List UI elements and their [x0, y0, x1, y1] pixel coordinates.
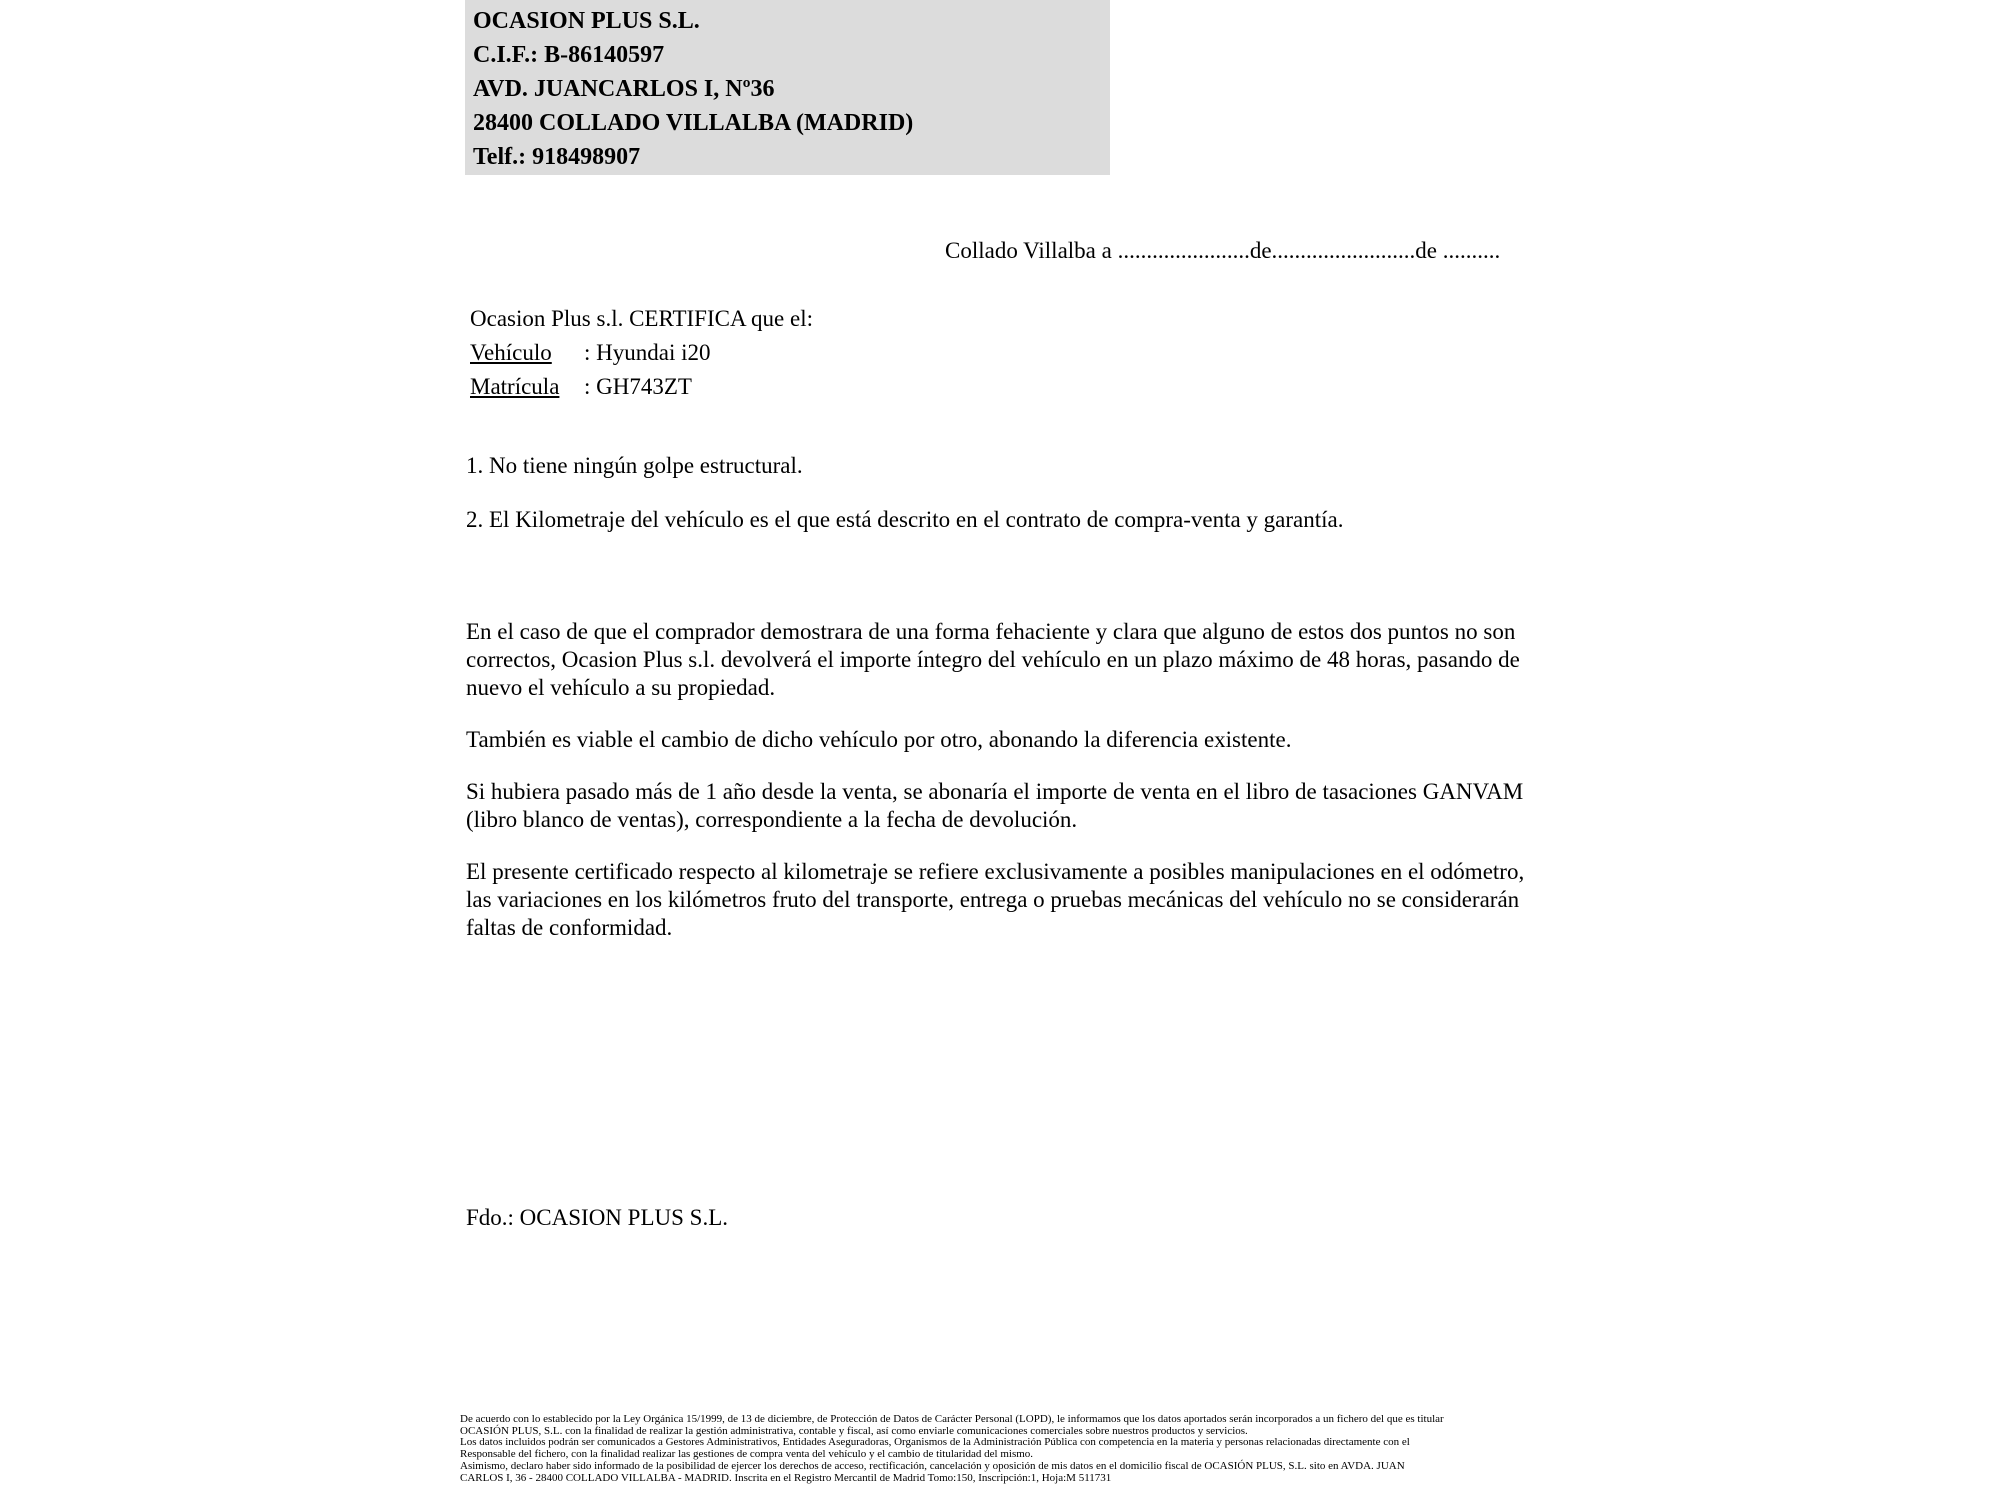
paragraph-exchange: También es viable el cambio de dicho vehículo por otro, abonando la diferencia existente. [466, 727, 1292, 752]
plate-label: Matrícula [470, 374, 560, 399]
paragraph-odometer: El presente certificado respecto al kilometraje se refiere exclusivamente a posibles manipulaciones en el odómetro, las variaciones en los kilómetros fruto del transporte, entrega o pruebas mecánicas del vehículo no se considerarán faltas de conformidad. [466, 859, 1525, 940]
legal-line: CARLOS I, 36 - 28400 COLLADO VILLALBA - MADRID. Inscrita en el Registro Mercantil de Madrid Tomo:150, Inscripción:1, Hoja:M 511731 [460, 1471, 1112, 1484]
signature-line: Fdo.: OCASION PLUS S.L. [466, 1205, 728, 1230]
legal-line: OCASIÓN PLUS, S.L. con la finalidad de realizar la gestión administrativa, contable y fiscal, así como enviarle comunicaciones comerciales sobre nuestros productos y servicios. [460, 1424, 1248, 1437]
plate-row [470, 370, 813, 404]
vehicle-row [470, 336, 813, 370]
terms-paragraphs [466, 618, 1531, 966]
certified-points [466, 452, 1541, 560]
vehicle-label: Vehículo [470, 340, 552, 365]
certified-point-2: 2. El Kilometraje del vehículo es el que está descrito en el contrato de compra-venta y garantía. [466, 507, 1344, 532]
legal-line: De acuerdo con lo establecido por la Ley Orgánica 15/1999, de 13 de diciembre, de Protección de Datos de Carácter Personal (LOPD), le informamos que los datos aportados serán incorporados a un fichero del que es titular [460, 1413, 1444, 1425]
date-fill-line: Collado Villalba a .......................de.........................de .......... [945, 238, 1501, 263]
legal-line: Los datos incluidos podrán ser comunicados a Gestores Administrativos, Entidades Aseguradoras, Organismos de la Administración Pública con competencia en la materia y personas relacionadas directamente con el [460, 1436, 1410, 1449]
company-city: 28400 COLLADO VILLALBA (MADRID) [473, 110, 914, 136]
vehicle-value: : Hyundai i20 [584, 340, 711, 365]
certification-intro [470, 302, 813, 404]
certify-statement: Ocasion Plus s.l. CERTIFICA que el: [470, 306, 813, 331]
company-name: OCASION PLUS S.L. [473, 8, 700, 34]
company-phone: Telf.: 918498907 [473, 144, 641, 170]
legal-line: Asimismo, declaro haber sido informado de la posibilidad de ejercer los derechos de acceso, rectificación, cancelación y oposición de mis datos en el domicilio fiscal de OCASIÓN PLUS, S.L. sito en AVDA. JUAN [460, 1459, 1405, 1472]
plate-value: : GH743ZT [584, 374, 692, 399]
company-cif: C.I.F.: B-86140597 [473, 42, 665, 68]
certified-point-1: 1. No tiene ningún golpe estructural. [466, 453, 803, 478]
letterhead-block [465, 0, 1110, 175]
paragraph-refund: En el caso de que el comprador demostrara de una forma fehaciente y clara que alguno de estos dos puntos no son correctos, Ocasion Plus s.l. devolverá el importe íntegro del vehículo en un plazo máximo de 48 horas, pasando de nuevo el vehículo a su propiedad. [466, 619, 1520, 700]
paragraph-ganvam: Si hubiera pasado más de 1 año desde la venta, se abonaría el importe de venta en el libro de tasaciones GANVAM (libro blanco de ventas), correspondiente a la fecha de devolución. [466, 779, 1524, 832]
legal-line: Responsable del fichero, con la finalidad realizar las gestiones de compra venta del vehículo y el cambio de titularidad del mismo. [460, 1448, 1034, 1461]
legal-footer [460, 1414, 1560, 1484]
company-address: AVD. JUANCARLOS I, Nº36 [473, 76, 775, 102]
